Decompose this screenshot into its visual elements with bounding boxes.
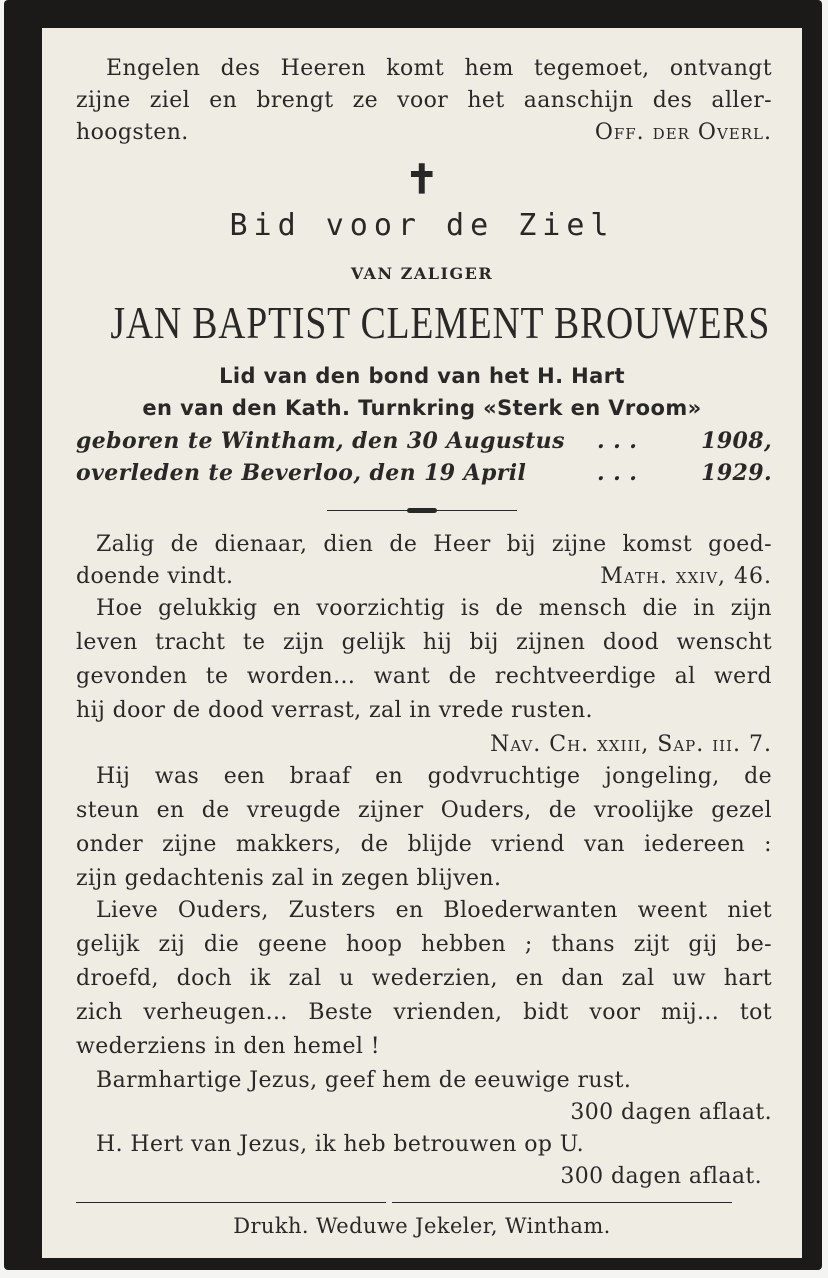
death-dots: . . . (597, 460, 638, 486)
p3-line-2: steun en de vreugde zijner Ouders, de vroolijke gezel (76, 798, 772, 823)
death-text: overleden te Beverloo, den 19 April (76, 460, 527, 486)
header-line-3: hoogsten. (76, 120, 189, 145)
memorial-card-paper (42, 28, 802, 1258)
p2-line-1: Hoe gelukkig en voorzichtig is de mensch die in zijn (96, 596, 772, 621)
membership-line-1: Lid van den bond van het H. Hart (219, 364, 625, 388)
prayer-title: Bid voor de Ziel (229, 208, 615, 243)
van-zaliger: VAN ZALIGER (350, 264, 494, 283)
membership-line-2: en van den Kath. Turnkring «Sterk en Vroom» (142, 396, 702, 420)
prayer-2: H. Hert van Jezus, ik heb betrouwen op U. (96, 1132, 585, 1157)
printer-imprint: Drukh. Weduwe Jekeler, Wintham. (233, 1214, 611, 1238)
birth-year: 1908, (701, 428, 772, 454)
header-source: Off. der Overl. (594, 120, 772, 145)
p3-line-3: onder zijne makkers, de blijde vriend van iedereen : (76, 832, 772, 857)
p4-line-2: gelijk zij die geene hoop hebben ; thans zijt gij be- (76, 932, 772, 957)
header-line-2: zijne ziel en brengt ze voor het aanschijn des aller- (76, 88, 772, 113)
p4-line-5: wederziens in den hemel ! (76, 1034, 380, 1059)
death-year: 1929. (701, 460, 772, 486)
birth-dots: . . . (597, 428, 638, 454)
birth-text: geboren te Wintham, den 30 Augustus (76, 428, 565, 454)
p2-source: Nav. Ch. xxiii, Sap. iii. 7. (490, 732, 772, 757)
header-line-1: Engelen des Heeren komt hem tegemoet, ontvangt (106, 56, 772, 81)
p4-line-1: Lieve Ouders, Zusters en Bloederwanten weent niet (96, 898, 772, 923)
p1-line-1: Zalig de dienaar, dien de Heer bij zijne komst goed- (96, 532, 772, 557)
p1-source: Math. xxiv, 46. (600, 564, 772, 589)
p3-line-4: zijn gedachtenis zal in zegen blijven. (76, 866, 502, 891)
p2-line-4: hij door de dood verrast, zal in vrede rusten. (76, 698, 593, 723)
indulgence-1: 300 dagen aflaat. (570, 1100, 772, 1125)
p3-line-1: Hij was een braaf en godvruchtige jongeling, de (96, 764, 772, 789)
cross-icon: ✝ (405, 156, 439, 203)
p4-line-3: droefd, doch ik zal u wederzien, en dan zal uw hart (76, 966, 772, 991)
prayer-1: Barmhartige Jezus, geef hem de eeuwige rust. (96, 1068, 632, 1093)
p1-line-2: doende vindt. (76, 564, 234, 589)
memorial-card-frame (4, 0, 822, 1270)
footer-rule-left (76, 1202, 386, 1203)
p2-line-3: gevonden te worden... want de rechtveerdige al werd (76, 664, 772, 689)
deceased-name: JAN BAPTIST CLEMENT BROUWERS (110, 297, 771, 348)
ornamental-divider (327, 508, 517, 514)
p4-line-4: zich verheugen... Beste vrienden, bidt voor mij... tot (76, 1000, 772, 1025)
p2-line-2: leven tracht te zijn gelijk hij bij zijnen dood wenscht (76, 630, 772, 655)
indulgence-2: 300 dagen aflaat. (560, 1164, 762, 1189)
footer-rule-right (392, 1202, 732, 1203)
